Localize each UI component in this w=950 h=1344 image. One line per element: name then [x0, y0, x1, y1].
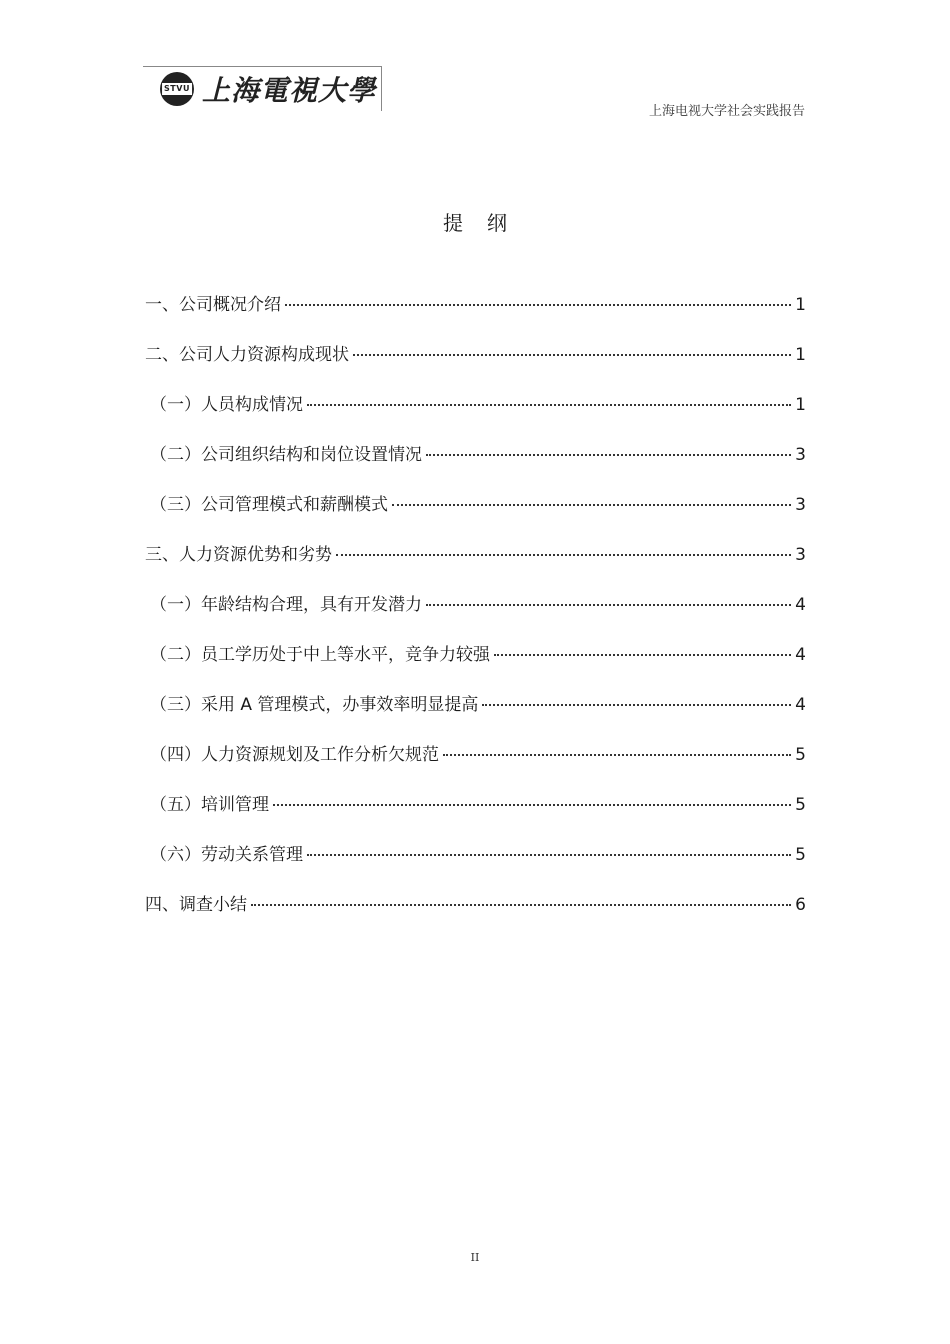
toc-entry[interactable]: [145, 690, 806, 740]
toc-entry[interactable]: [145, 840, 806, 890]
toc-entry[interactable]: [145, 640, 806, 690]
table-of-contents: [145, 290, 806, 940]
toc-entry-label: 三、人力资源优势和劣势: [145, 545, 332, 565]
toc-entry-label: （五）培训管理: [150, 795, 269, 815]
toc-entry[interactable]: [145, 790, 806, 840]
toc-entry-page: 4: [795, 645, 806, 665]
toc-entry[interactable]: [145, 590, 806, 640]
toc-entry-label: （三）采用 A 管理模式，办事效率明显提高: [150, 695, 479, 715]
toc-entry-page: 3: [795, 545, 806, 565]
toc-dot-leader: [443, 754, 791, 756]
toc-entry-label: 一、公司概况介绍: [145, 295, 281, 315]
toc-dot-leader: [307, 854, 791, 856]
toc-entry-page: 4: [795, 695, 806, 715]
toc-entry-page: 3: [795, 445, 806, 465]
document-title: 提纲: [443, 211, 531, 235]
university-logo: [143, 66, 382, 111]
toc-entry-label: （一）人员构成情况: [150, 395, 303, 415]
toc-dot-leader: [353, 354, 791, 356]
toc-entry-page: 6: [795, 895, 806, 915]
emblem-text: STVU: [164, 84, 190, 93]
toc-entry[interactable]: [145, 540, 806, 590]
toc-entry-label: 二、公司人力资源构成现状: [145, 345, 349, 365]
toc-entry-label: （三）公司管理模式和薪酬模式: [150, 495, 388, 515]
toc-entry-label: （二）员工学历处于中上等水平，竞争力较强: [150, 645, 490, 665]
toc-entry[interactable]: [145, 290, 806, 340]
toc-entry-page: 4: [795, 595, 806, 615]
toc-dot-leader: [494, 654, 791, 656]
toc-entry-page: 1: [795, 395, 806, 415]
toc-entry-label: （二）公司组织结构和岗位设置情况: [150, 445, 422, 465]
toc-entry[interactable]: [145, 490, 806, 540]
toc-entry-page: 3: [795, 495, 806, 515]
toc-dot-leader: [251, 904, 791, 906]
header-title: 上海电视大学社会实践报告: [648, 104, 805, 119]
toc-dot-leader: [336, 554, 791, 556]
toc-entry-page: 1: [795, 345, 806, 365]
toc-entry-page: 1: [795, 295, 806, 315]
toc-entry-page: 5: [795, 795, 806, 815]
toc-dot-leader: [426, 604, 791, 606]
toc-dot-leader: [285, 304, 791, 306]
toc-entry-label: （一）年龄结构合理，具有开发潜力: [150, 595, 422, 615]
toc-dot-leader: [273, 804, 791, 806]
toc-entry[interactable]: [145, 390, 806, 440]
toc-dot-leader: [426, 454, 791, 456]
toc-entry-page: 5: [795, 745, 806, 765]
toc-dot-leader: [392, 504, 791, 506]
toc-dot-leader: [307, 404, 791, 406]
toc-entry[interactable]: [145, 740, 806, 790]
toc-entry[interactable]: [145, 340, 806, 390]
logo-name: 上海電視大學: [202, 74, 377, 107]
toc-dot-leader: [482, 704, 791, 706]
toc-entry-label: 四、调查小结: [145, 895, 247, 915]
toc-entry-page: 5: [795, 845, 806, 865]
toc-entry-label: （四）人力资源规划及工作分析欠规范: [150, 745, 439, 765]
page-number: II: [470, 1251, 480, 1264]
stvu-emblem-icon: [160, 72, 194, 106]
toc-entry[interactable]: [145, 890, 806, 940]
toc-entry[interactable]: [145, 440, 806, 490]
toc-entry-label: （六）劳动关系管理: [150, 845, 303, 865]
